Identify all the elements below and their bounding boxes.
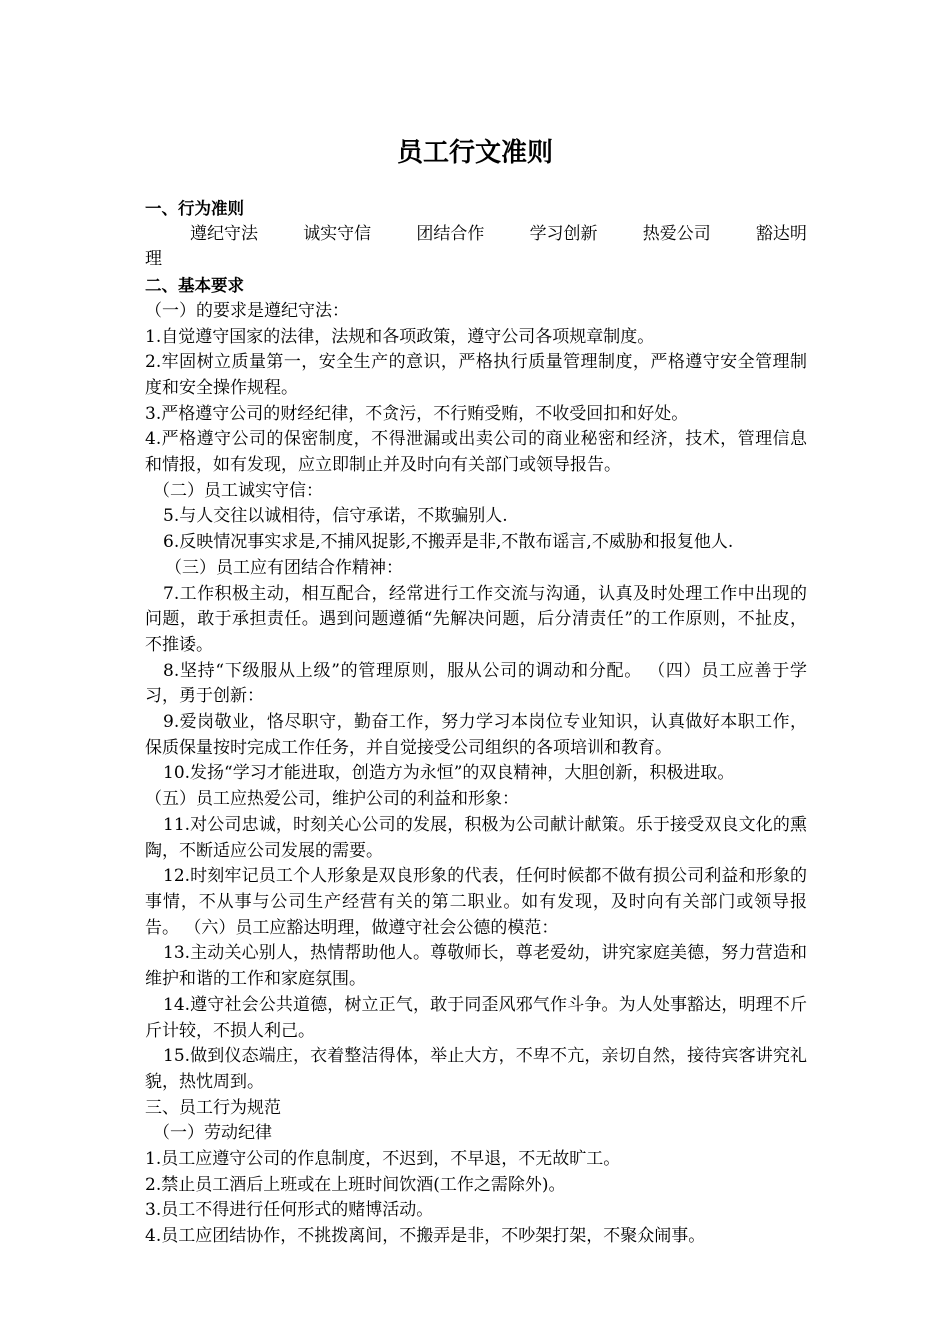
principle-tail: 理: [145, 249, 162, 270]
principle-item: 豁达明: [755, 223, 807, 244]
paragraph: （一）的要求是遵纪守法：: [145, 300, 349, 321]
paragraph: 1.员工应遵守公司的作息制度，不迟到，不早退，不无故旷工。: [145, 1149, 621, 1170]
paragraph: 3.员工不得进行任何形式的赌博活动。: [145, 1200, 434, 1221]
paragraph: 2.禁止员工酒后上班或在上班时间饮酒(工作之需除外)。: [145, 1174, 566, 1195]
paragraph: 1.自觉遵守国家的法律，法规和各项政策，遵守公司各项规章制度。: [145, 326, 655, 347]
paragraph: 4.严格遵守公司的保密制度，不得泄漏或出卖公司的商业秘密和经济，技术，管理信息和情报，如有发现，应立即制止并及时向有关部门或领导报告。: [145, 429, 807, 476]
paragraph: （三）员工应有团结合作精神：: [165, 557, 403, 578]
principle-item: 学习创新: [529, 223, 598, 244]
paragraph: （一）劳动纪律: [153, 1123, 272, 1144]
paragraph: 8.坚持“下级服从上级”的管理原则，服从公司的调动和分配。 （四）员工应善于学习，勇于创新：: [145, 660, 807, 707]
principle-item: 遵纪守法: [190, 223, 258, 244]
principle-item: 团结合作: [416, 223, 485, 244]
document-title: 员工行文准则: [396, 138, 553, 168]
paragraph: 3.严格遵守公司的财经纪律，不贪污，不行贿受贿，不收受回扣和好处。: [145, 403, 689, 424]
paragraph: 13.主动关心别人，热情帮助他人。尊敬师长，尊老爱幼，讲究家庭美德，努力营造和维护和谐的工作和家庭氛围。: [145, 943, 807, 990]
paragraph: 9.爱岗敬业，恪尽职守，勤奋工作，努力学习本岗位专业知识，认真做好本职工作，保质保量按时完成工作任务，并自觉接受公司组织的各项培训和教育。: [145, 712, 807, 758]
paragraph: 10.发扬“学习才能进取，创造方为永恒”的双良精神，大胆创新，积极进取。: [163, 763, 735, 784]
paragraph: （五）员工应热爱公司，维护公司的利益和形象：: [145, 789, 519, 810]
principle-item: 热爱公司: [642, 223, 711, 244]
principles-row: [145, 222, 807, 248]
document-body: [145, 196, 807, 1250]
paragraph: 7.工作积极主动，相互配合，经常进行工作交流与沟通，认真及时处理工作中出现的问题，敢于承担责任。遇到问题遵循“先解决问题，后分清责任”的工作原则，不扯皮，不推诿。: [145, 583, 807, 655]
paragraph: 15.做到仪态端庄，衣着整洁得体，举止大方，不卑不亢，亲切自然，接待宾客讲究礼貌，热忱周到。: [145, 1046, 807, 1092]
paragraph: 11.对公司忠诚，时刻关心公司的发展，积极为公司献计献策。乐于接受双良文化的熏陶，不断适应公司发展的需要。: [145, 814, 807, 861]
principle-item: 诚实守信: [303, 223, 372, 244]
paragraph: 4.员工应团结协作，不挑拨离间，不搬弄是非，不吵架打架，不聚众闹事。: [145, 1226, 706, 1247]
principles-list: [145, 222, 807, 273]
paragraph: 6.反映情况事实求是,不捕风捉影,不搬弄是非,不散布谣言,不威胁和报复他人.: [163, 532, 734, 553]
section-heading-3: 三、员工行为规范: [145, 1097, 281, 1118]
paragraph: （二）员工诚实守信：: [153, 480, 323, 501]
paragraph: 14.遵守社会公共道德，树立正气，敢于同歪风邪气作斗争。为人处事豁达，明理不斤斤计较，不损人利己。: [145, 994, 807, 1041]
paragraph: 2.牢固树立质量第一，安全生产的意识，严格执行质量管理制度，严格遵守安全管理制度和安全操作规程。: [145, 352, 807, 398]
section-heading-2: 二、基本要求: [145, 276, 244, 296]
paragraph: 5.与人交往以诚相待，信守承诺，不欺骗别人.: [163, 506, 508, 527]
paragraph: 12.时刻牢记员工个人形象是双良形象的代表，任何时候都不做有损公司利益和形象的事情，不从事与公司生产经营有关的第二职业。如有发现，及时向有关部门或领导报告。 （六）员工应豁达明理，做遵守社会公德的模范：: [145, 866, 807, 938]
section-heading-1: 一、行为准则: [145, 199, 244, 218]
